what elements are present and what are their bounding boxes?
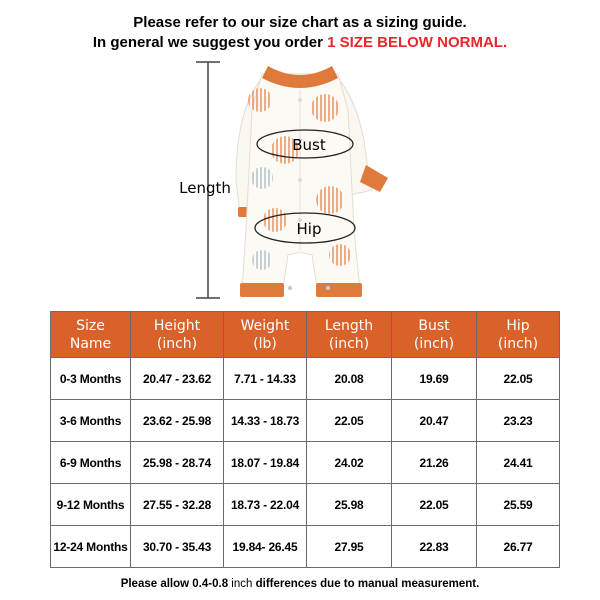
romper-body	[236, 66, 388, 297]
table-cell: 25.98 - 28.74	[131, 442, 224, 484]
table-cell: 23.23	[477, 400, 560, 442]
table-cell: 3-6 Months	[51, 400, 131, 442]
table-cell: 20.47	[392, 400, 477, 442]
column-header: Weight (lb)	[224, 312, 307, 358]
table-row	[51, 484, 560, 526]
table-cell: 14.33 - 18.73	[224, 400, 307, 442]
table-cell: 21.26	[392, 442, 477, 484]
header-line-2-prefix: In general we suggest you order	[92, 34, 323, 51]
table-row	[51, 400, 560, 442]
table-cell: 25.98	[307, 484, 392, 526]
column-header: Bust (inch)	[392, 312, 477, 358]
table-row	[51, 358, 560, 400]
column-header: Height (inch)	[131, 312, 224, 358]
column-header: Length (inch)	[307, 312, 392, 358]
table-cell: 27.55 - 32.28	[131, 484, 224, 526]
footnote-part-1: Please allow 0.4-0.8	[120, 578, 229, 590]
romper-figure	[0, 52, 600, 304]
table-row	[51, 442, 560, 484]
bust-label: Bust	[292, 136, 326, 154]
table-cell: 24.41	[477, 442, 560, 484]
table-cell: 22.05	[392, 484, 477, 526]
table-cell: 18.07 - 19.84	[224, 442, 307, 484]
table-cell: 22.05	[477, 358, 560, 400]
table-cell: 26.77	[477, 526, 560, 568]
header-line-2-emphasis: 1 SIZE BELOW NORMAL.	[327, 34, 508, 51]
size-chart-table	[50, 311, 559, 568]
table-cell: 6-9 Months	[51, 442, 131, 484]
table-cell: 27.95	[307, 526, 392, 568]
table-cell: 23.62 - 25.98	[131, 400, 224, 442]
table-cell: 20.47 - 23.62	[131, 358, 224, 400]
table-cell: 18.73 - 22.04	[224, 484, 307, 526]
column-header: Hip (inch)	[477, 312, 560, 358]
table-cell: 7.71 - 14.33	[224, 358, 307, 400]
length-label: Length	[179, 179, 231, 197]
table-cell: 22.83	[392, 526, 477, 568]
table-cell: 24.02	[307, 442, 392, 484]
table-cell: 0-3 Months	[51, 358, 131, 400]
column-header: Size Name	[51, 312, 131, 358]
footnote-part-3: differences due to manual measurement.	[255, 578, 480, 590]
header-line-1: Please refer to our size chart as a sizing guide.	[133, 14, 467, 31]
hip-label: Hip	[296, 220, 322, 238]
table-cell: 19.84- 26.45	[224, 526, 307, 568]
header-line-2	[0, 33, 600, 52]
table-header-row	[51, 312, 560, 358]
table-cell: 22.05	[307, 400, 392, 442]
table-cell: 12-24 Months	[51, 526, 131, 568]
footnote-unit: inch	[231, 578, 253, 590]
table-cell: 30.70 - 35.43	[131, 526, 224, 568]
table-cell: 9-12 Months	[51, 484, 131, 526]
table-row	[51, 526, 560, 568]
table-cell: 20.08	[307, 358, 392, 400]
table-cell: 19.69	[392, 358, 477, 400]
footnote	[0, 578, 600, 590]
table-cell: 25.59	[477, 484, 560, 526]
